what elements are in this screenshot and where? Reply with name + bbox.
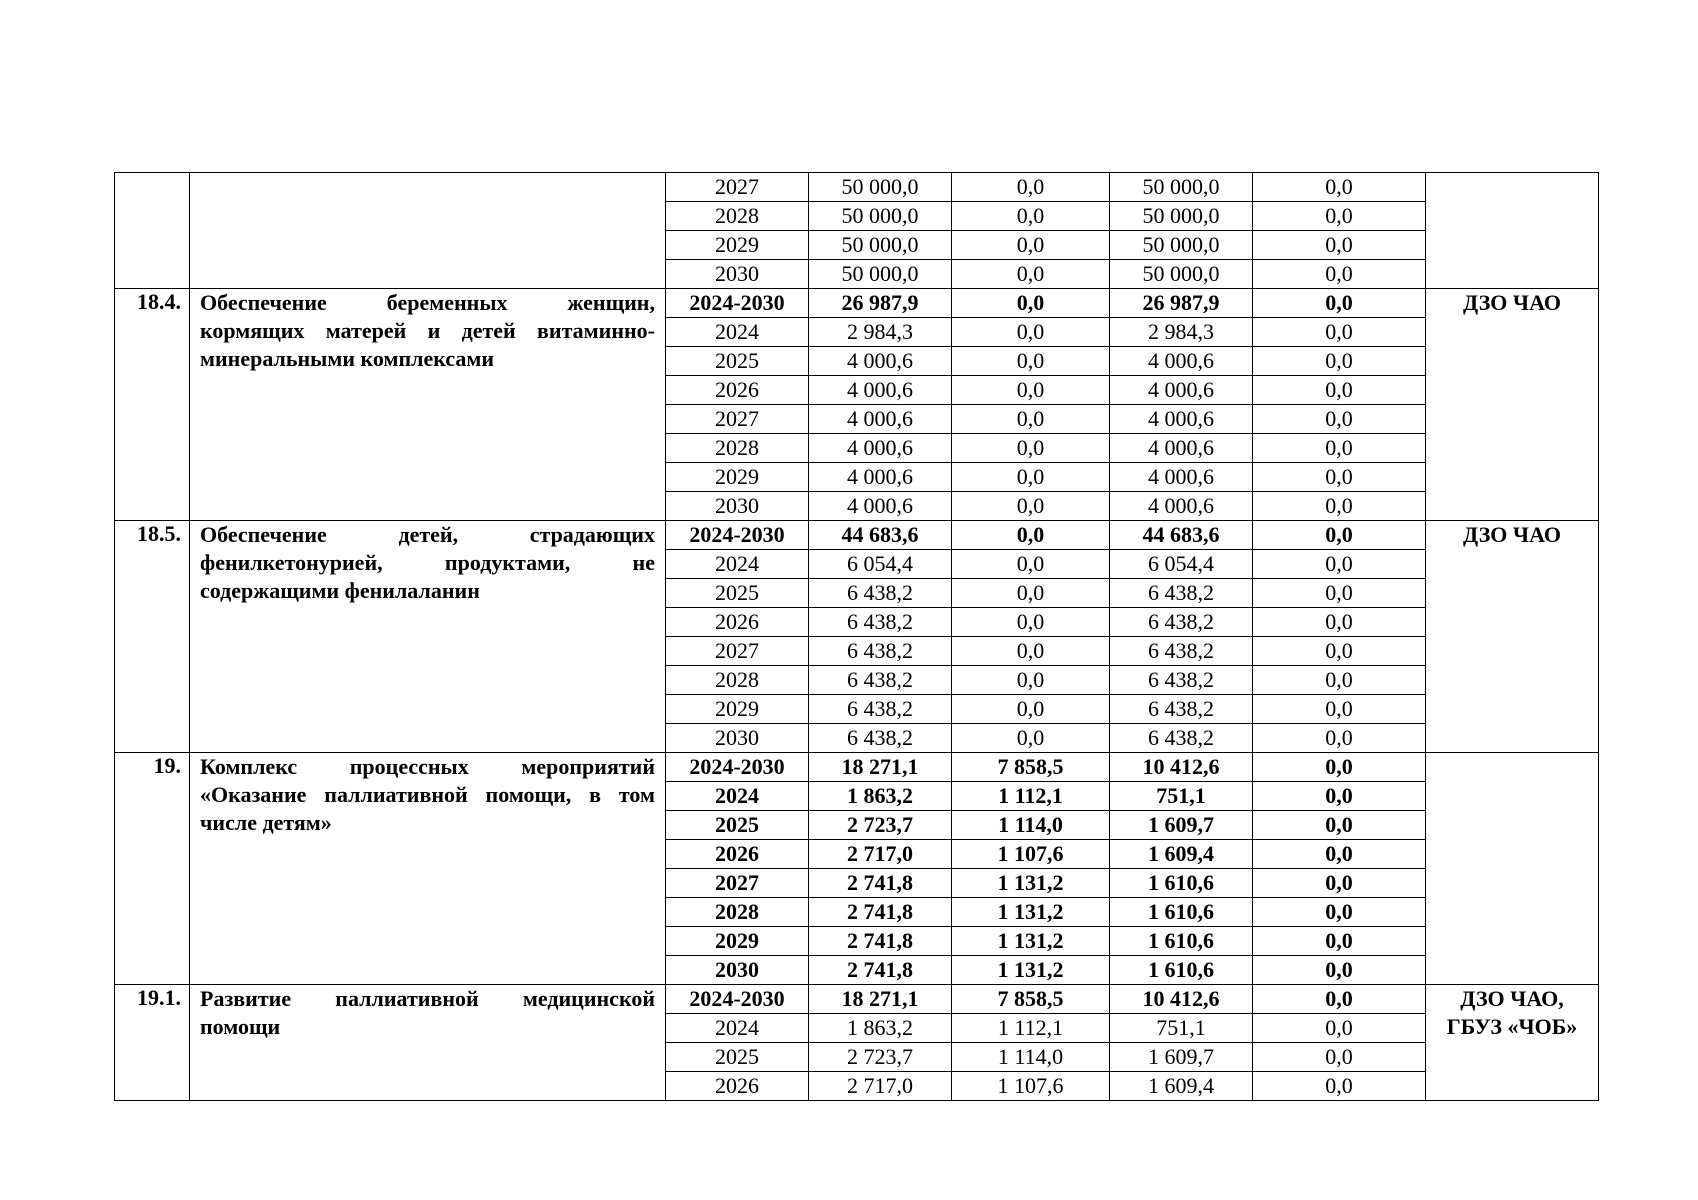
amount-cell: 0,0 bbox=[952, 260, 1110, 289]
amount-cell: 2 717,0 bbox=[809, 1072, 952, 1101]
amount-cell: 0,0 bbox=[952, 724, 1110, 753]
amount-cell: 1 610,6 bbox=[1110, 898, 1253, 927]
responsible-executor: ДЗО ЧАО, ГБУЗ «ЧОБ» bbox=[1426, 985, 1599, 1101]
amount-cell: 0,0 bbox=[1253, 927, 1426, 956]
amount-cell: 4 000,6 bbox=[1110, 405, 1253, 434]
amount-cell: 2 717,0 bbox=[809, 840, 952, 869]
year-cell: 2030 bbox=[666, 260, 809, 289]
year-cell: 2024-2030 bbox=[666, 289, 809, 318]
year-cell: 2024 bbox=[666, 782, 809, 811]
amount-cell: 6 438,2 bbox=[809, 579, 952, 608]
year-cell: 2027 bbox=[666, 405, 809, 434]
amount-cell: 1 609,4 bbox=[1110, 1072, 1253, 1101]
amount-cell: 44 683,6 bbox=[1110, 521, 1253, 550]
amount-cell: 6 438,2 bbox=[809, 695, 952, 724]
amount-cell: 0,0 bbox=[1253, 898, 1426, 927]
amount-cell: 0,0 bbox=[952, 550, 1110, 579]
amount-cell: 0,0 bbox=[952, 695, 1110, 724]
item-number: 19. bbox=[115, 753, 190, 985]
amount-cell: 0,0 bbox=[1253, 405, 1426, 434]
year-cell: 2024-2030 bbox=[666, 521, 809, 550]
amount-cell: 18 271,1 bbox=[809, 985, 952, 1014]
amount-cell: 1 863,2 bbox=[809, 782, 952, 811]
amount-cell: 26 987,9 bbox=[1110, 289, 1253, 318]
amount-cell: 0,0 bbox=[1253, 985, 1426, 1014]
amount-cell: 0,0 bbox=[1253, 492, 1426, 521]
year-cell: 2030 bbox=[666, 956, 809, 985]
amount-cell: 0,0 bbox=[1253, 1014, 1426, 1043]
amount-cell: 0,0 bbox=[1253, 376, 1426, 405]
year-cell: 2029 bbox=[666, 231, 809, 260]
amount-cell: 50 000,0 bbox=[1110, 260, 1253, 289]
amount-cell: 1 131,2 bbox=[952, 869, 1110, 898]
year-cell: 2030 bbox=[666, 492, 809, 521]
year-cell: 2025 bbox=[666, 347, 809, 376]
item-name: Комплекс процессных мероприятий «Оказание паллиативной помощи, в том числе детям» bbox=[190, 753, 666, 985]
amount-cell: 26 987,9 bbox=[809, 289, 952, 318]
table-row bbox=[115, 289, 1599, 318]
item-number: 18.4. bbox=[115, 289, 190, 521]
amount-cell: 1 114,0 bbox=[952, 1043, 1110, 1072]
amount-cell: 0,0 bbox=[1253, 202, 1426, 231]
year-cell: 2029 bbox=[666, 695, 809, 724]
budget-table bbox=[114, 172, 1599, 1101]
amount-cell: 0,0 bbox=[1253, 724, 1426, 753]
amount-cell: 4 000,6 bbox=[809, 463, 952, 492]
amount-cell: 4 000,6 bbox=[809, 434, 952, 463]
amount-cell: 6 054,4 bbox=[809, 550, 952, 579]
amount-cell: 0,0 bbox=[1253, 318, 1426, 347]
amount-cell: 2 741,8 bbox=[809, 898, 952, 927]
amount-cell: 1 131,2 bbox=[952, 956, 1110, 985]
amount-cell: 0,0 bbox=[1253, 782, 1426, 811]
amount-cell: 6 438,2 bbox=[809, 608, 952, 637]
amount-cell: 0,0 bbox=[952, 376, 1110, 405]
amount-cell: 6 438,2 bbox=[1110, 695, 1253, 724]
amount-cell: 0,0 bbox=[1253, 347, 1426, 376]
amount-cell: 0,0 bbox=[952, 521, 1110, 550]
amount-cell: 0,0 bbox=[952, 173, 1110, 202]
amount-cell: 2 723,7 bbox=[809, 811, 952, 840]
amount-cell: 50 000,0 bbox=[1110, 231, 1253, 260]
year-cell: 2024 bbox=[666, 550, 809, 579]
amount-cell: 0,0 bbox=[1253, 956, 1426, 985]
amount-cell: 0,0 bbox=[1253, 608, 1426, 637]
amount-cell: 1 610,6 bbox=[1110, 869, 1253, 898]
amount-cell: 50 000,0 bbox=[809, 202, 952, 231]
table-row bbox=[115, 753, 1599, 782]
amount-cell: 0,0 bbox=[952, 637, 1110, 666]
amount-cell: 4 000,6 bbox=[809, 492, 952, 521]
year-cell: 2025 bbox=[666, 811, 809, 840]
amount-cell: 0,0 bbox=[1253, 550, 1426, 579]
year-cell: 2027 bbox=[666, 869, 809, 898]
amount-cell: 0,0 bbox=[1253, 579, 1426, 608]
year-cell: 2027 bbox=[666, 637, 809, 666]
amount-cell: 2 741,8 bbox=[809, 956, 952, 985]
amount-cell: 44 683,6 bbox=[809, 521, 952, 550]
item-number: 19.1. bbox=[115, 985, 190, 1101]
amount-cell: 1 131,2 bbox=[952, 927, 1110, 956]
table-row bbox=[115, 521, 1599, 550]
amount-cell: 6 438,2 bbox=[809, 666, 952, 695]
table-row bbox=[115, 173, 1599, 202]
amount-cell: 50 000,0 bbox=[1110, 173, 1253, 202]
amount-cell: 4 000,6 bbox=[1110, 463, 1253, 492]
amount-cell: 0,0 bbox=[952, 405, 1110, 434]
year-cell: 2026 bbox=[666, 376, 809, 405]
amount-cell: 4 000,6 bbox=[809, 376, 952, 405]
year-cell: 2024-2030 bbox=[666, 753, 809, 782]
amount-cell: 6 438,2 bbox=[809, 637, 952, 666]
year-cell: 2026 bbox=[666, 1072, 809, 1101]
amount-cell: 1 112,1 bbox=[952, 782, 1110, 811]
year-cell: 2028 bbox=[666, 898, 809, 927]
amount-cell: 4 000,6 bbox=[1110, 434, 1253, 463]
amount-cell: 1 609,7 bbox=[1110, 811, 1253, 840]
amount-cell: 4 000,6 bbox=[809, 347, 952, 376]
amount-cell: 0,0 bbox=[952, 579, 1110, 608]
amount-cell: 2 741,8 bbox=[809, 869, 952, 898]
amount-cell: 0,0 bbox=[1253, 1072, 1426, 1101]
amount-cell: 0,0 bbox=[1253, 521, 1426, 550]
amount-cell: 50 000,0 bbox=[809, 173, 952, 202]
amount-cell: 10 412,6 bbox=[1110, 753, 1253, 782]
amount-cell: 0,0 bbox=[952, 608, 1110, 637]
item-number: 18.5. bbox=[115, 521, 190, 753]
year-cell: 2027 bbox=[666, 173, 809, 202]
amount-cell: 0,0 bbox=[1253, 753, 1426, 782]
amount-cell: 2 723,7 bbox=[809, 1043, 952, 1072]
amount-cell: 0,0 bbox=[952, 347, 1110, 376]
table-row bbox=[115, 985, 1599, 1014]
amount-cell: 0,0 bbox=[1253, 173, 1426, 202]
year-cell: 2028 bbox=[666, 434, 809, 463]
year-cell: 2026 bbox=[666, 840, 809, 869]
item-name: Обеспечение детей, страдающих фенилкетонурией, продуктами, не содержащими фенилаланин bbox=[190, 521, 666, 753]
year-cell: 2024 bbox=[666, 1014, 809, 1043]
amount-cell: 0,0 bbox=[1253, 289, 1426, 318]
responsible-executor bbox=[1426, 173, 1599, 289]
responsible-executor: ДЗО ЧАО bbox=[1426, 289, 1599, 521]
year-cell: 2024-2030 bbox=[666, 985, 809, 1014]
amount-cell: 6 438,2 bbox=[1110, 579, 1253, 608]
amount-cell: 0,0 bbox=[952, 289, 1110, 318]
table-body bbox=[115, 173, 1599, 1101]
amount-cell: 0,0 bbox=[1253, 434, 1426, 463]
amount-cell: 0,0 bbox=[1253, 637, 1426, 666]
year-cell: 2029 bbox=[666, 927, 809, 956]
amount-cell: 0,0 bbox=[1253, 666, 1426, 695]
amount-cell: 50 000,0 bbox=[1110, 202, 1253, 231]
year-cell: 2028 bbox=[666, 666, 809, 695]
amount-cell: 2 984,3 bbox=[809, 318, 952, 347]
amount-cell: 0,0 bbox=[952, 492, 1110, 521]
year-cell: 2024 bbox=[666, 318, 809, 347]
amount-cell: 0,0 bbox=[1253, 463, 1426, 492]
amount-cell: 0,0 bbox=[952, 318, 1110, 347]
amount-cell: 4 000,6 bbox=[1110, 347, 1253, 376]
amount-cell: 0,0 bbox=[1253, 811, 1426, 840]
amount-cell: 1 609,7 bbox=[1110, 1043, 1253, 1072]
year-cell: 2030 bbox=[666, 724, 809, 753]
item-name bbox=[190, 173, 666, 289]
amount-cell: 4 000,6 bbox=[1110, 376, 1253, 405]
amount-cell: 50 000,0 bbox=[809, 260, 952, 289]
amount-cell: 6 438,2 bbox=[1110, 637, 1253, 666]
amount-cell: 6 438,2 bbox=[1110, 724, 1253, 753]
amount-cell: 18 271,1 bbox=[809, 753, 952, 782]
amount-cell: 50 000,0 bbox=[809, 231, 952, 260]
amount-cell: 0,0 bbox=[952, 202, 1110, 231]
amount-cell: 7 858,5 bbox=[952, 985, 1110, 1014]
amount-cell: 0,0 bbox=[1253, 260, 1426, 289]
amount-cell: 0,0 bbox=[952, 666, 1110, 695]
amount-cell: 7 858,5 bbox=[952, 753, 1110, 782]
amount-cell: 6 054,4 bbox=[1110, 550, 1253, 579]
year-cell: 2025 bbox=[666, 579, 809, 608]
amount-cell: 0,0 bbox=[1253, 695, 1426, 724]
year-cell: 2028 bbox=[666, 202, 809, 231]
amount-cell: 2 984,3 bbox=[1110, 318, 1253, 347]
amount-cell: 0,0 bbox=[1253, 840, 1426, 869]
amount-cell: 0,0 bbox=[952, 231, 1110, 260]
amount-cell: 1 610,6 bbox=[1110, 927, 1253, 956]
amount-cell: 6 438,2 bbox=[1110, 608, 1253, 637]
amount-cell: 0,0 bbox=[1253, 869, 1426, 898]
year-cell: 2029 bbox=[666, 463, 809, 492]
amount-cell: 0,0 bbox=[952, 463, 1110, 492]
amount-cell: 1 609,4 bbox=[1110, 840, 1253, 869]
amount-cell: 6 438,2 bbox=[809, 724, 952, 753]
amount-cell: 751,1 bbox=[1110, 782, 1253, 811]
amount-cell: 0,0 bbox=[952, 434, 1110, 463]
item-name: Обеспечение беременных женщин, кормящих матерей и детей витаминно-минеральными комплексами bbox=[190, 289, 666, 521]
responsible-executor: ДЗО ЧАО bbox=[1426, 521, 1599, 753]
amount-cell: 4 000,6 bbox=[809, 405, 952, 434]
amount-cell: 0,0 bbox=[1253, 1043, 1426, 1072]
responsible-executor bbox=[1426, 753, 1599, 985]
amount-cell: 1 107,6 bbox=[952, 1072, 1110, 1101]
amount-cell: 6 438,2 bbox=[1110, 666, 1253, 695]
amount-cell: 1 863,2 bbox=[809, 1014, 952, 1043]
amount-cell: 10 412,6 bbox=[1110, 985, 1253, 1014]
amount-cell: 0,0 bbox=[1253, 231, 1426, 260]
amount-cell: 2 741,8 bbox=[809, 927, 952, 956]
item-number bbox=[115, 173, 190, 289]
amount-cell: 1 131,2 bbox=[952, 898, 1110, 927]
amount-cell: 1 610,6 bbox=[1110, 956, 1253, 985]
amount-cell: 4 000,6 bbox=[1110, 492, 1253, 521]
amount-cell: 1 107,6 bbox=[952, 840, 1110, 869]
year-cell: 2025 bbox=[666, 1043, 809, 1072]
amount-cell: 1 112,1 bbox=[952, 1014, 1110, 1043]
amount-cell: 1 114,0 bbox=[952, 811, 1110, 840]
year-cell: 2026 bbox=[666, 608, 809, 637]
amount-cell: 751,1 bbox=[1110, 1014, 1253, 1043]
item-name: Развитие паллиативной медицинской помощи bbox=[190, 985, 666, 1101]
